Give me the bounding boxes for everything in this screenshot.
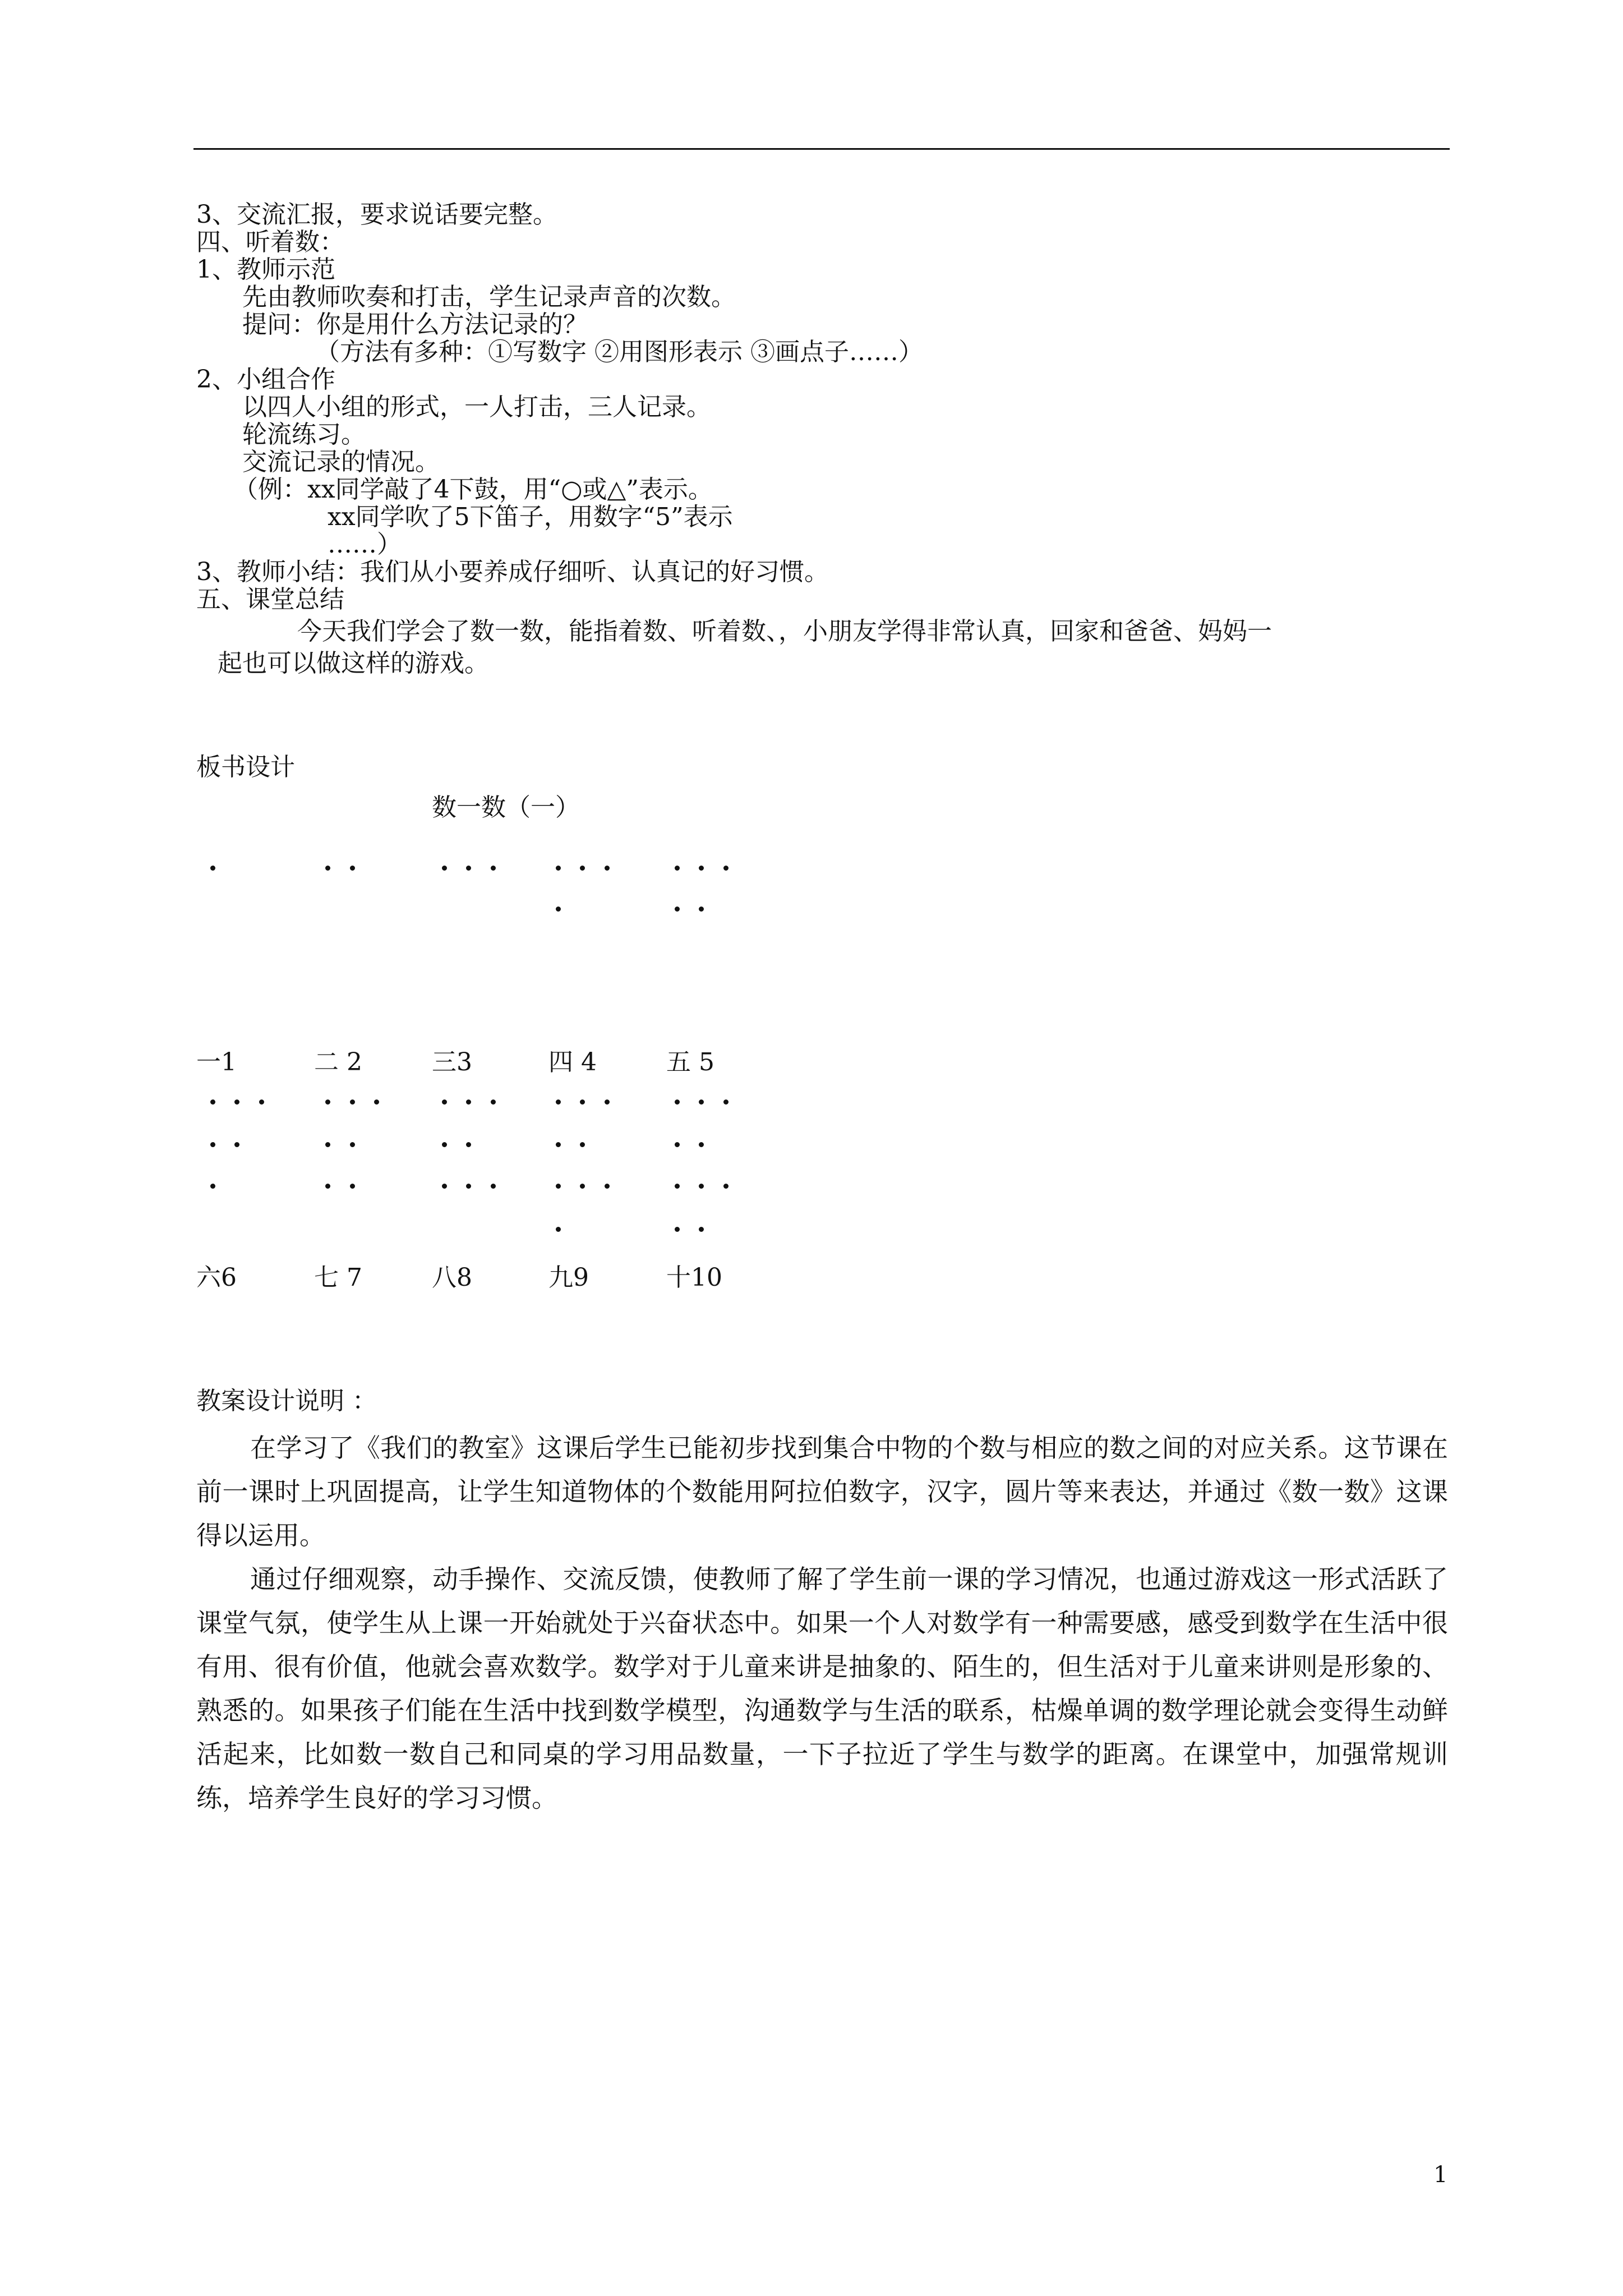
board-title: 数一数（一） [432,793,580,822]
label-two: 二 2 [314,1048,362,1076]
dot [210,866,215,871]
label-four: 四 4 [548,1048,597,1076]
board-heading: 板书设计 [196,753,295,781]
dot [580,1099,585,1105]
dot [442,1184,447,1189]
explanation-heading: 教案设计说明 ： [196,1387,377,1415]
step-1-teacher-demo: 1、教师示范 [196,255,335,284]
dot [374,1099,379,1105]
dot [675,1142,680,1147]
group-description: 以四人小组的形式，一人打击，三人记录。 [242,393,711,421]
dot [466,1142,471,1147]
dot [210,1142,215,1147]
example-ellipsis: ……） [328,530,402,559]
dot [350,1142,355,1147]
dot [350,1099,355,1105]
dot [580,1184,585,1189]
dot [675,866,680,871]
label-six: 六6 [196,1263,237,1292]
dot [491,866,496,871]
dot [675,1184,680,1189]
dot [491,1099,496,1105]
dot [723,866,728,871]
dot [556,1227,561,1232]
label-one: 一1 [196,1048,237,1076]
dot [210,1099,215,1105]
label-five: 五 5 [666,1048,714,1076]
dot [699,1227,704,1232]
explanation-body [196,1426,1448,1820]
summary-line-1: 今天我们学会了数一数，能指着数、听着数、，小朋友学得非常认真，回家和爸爸、妈妈一 [297,617,1272,646]
step-2-group-work: 2、小组合作 [196,365,335,394]
dot [605,1099,610,1105]
summary-line-2: 起也可以做这样的游戏。 [218,649,489,678]
dot [580,866,585,871]
dot [234,1142,239,1147]
dot [675,907,680,912]
section-4-heading: 四、听着数： [196,228,344,256]
dot [699,1184,704,1189]
step-3-report: 3、交流汇报，要求说话要完整。 [196,200,557,229]
step-3-summary: 3、教师小结：我们从小要养成仔细听、认真记的好习惯。 [196,558,829,586]
label-three: 三3 [432,1048,472,1076]
dot [580,1142,585,1147]
methods-line: （方法有多种：①写数字 ②用图形表示 ③画点子……） [315,338,923,366]
explanation-paragraph-1: 在学习了《我们的教室》这课后学生已能初步找到集合中物的个数与相应的数之间的对应关系。这节课在前一课时上巩固提高，让学生知道物体的个数能用阿拉伯数字，汉字，圆片等来表达，并通过《数一数》这课得以运用。 [196,1433,1448,1550]
dot [234,1099,239,1105]
dot [556,866,561,871]
dot [466,866,471,871]
dot [675,1227,680,1232]
demo-description: 先由教师吹奏和打击，学生记录声音的次数。 [242,283,736,311]
page-number: 1 [1433,2162,1448,2188]
dot [259,1099,264,1105]
dot [699,907,704,912]
dot [723,1099,728,1105]
dot [442,866,447,871]
label-seven: 七 7 [314,1263,362,1292]
dot [556,1099,561,1105]
dot [605,866,610,871]
dot [556,907,561,912]
dot [491,1184,496,1189]
take-turns-line: 轮流练习。 [242,420,366,449]
dot [466,1099,471,1105]
label-nine: 九9 [548,1263,589,1292]
label-eight: 八8 [432,1263,472,1292]
label-ten: 十10 [666,1263,722,1292]
share-records-line: 交流记录的情况。 [242,448,440,476]
dot [723,1184,728,1189]
dot [350,866,355,871]
dot [605,1184,610,1189]
dot [442,1099,447,1105]
example-line-2: xx同学吹了5下笛子，用数字“5”表示 [328,503,733,531]
dot [466,1184,471,1189]
dot [210,1184,215,1189]
dot [350,1184,355,1189]
dot [325,866,330,871]
dot [325,1142,330,1147]
dot [699,1099,704,1105]
dot [556,1142,561,1147]
header-rule [193,148,1450,150]
example-line-1: （例：xx同学敲了4下鼓，用“○或△”表示。 [233,475,713,504]
question-line: 提问：你是用什么方法记录的？ [242,310,588,339]
dot [699,866,704,871]
dot [325,1184,330,1189]
dot [442,1142,447,1147]
section-5-heading: 五、课堂总结 [196,585,344,614]
explanation-paragraph-2: 通过仔细观察，动手操作、交流反馈，使教师了解了学生前一课的学习情况，也通过游戏这一形式活跃了课堂气氛，使学生从上课一开始就处于兴奋状态中。如果一个人对数学有一种需要感，感受到数学在生活中很有用、很有价值，他就会喜欢数学。数学对于儿童来讲是抽象的、陌生的，但生活对于儿童来讲则是形象的、熟悉的。如果孩子们能在生活中找到数学模型，沟通数学与生活的联系，枯燥单调的数学理论就会变得生动鲜活起来，比如数一数自己和同桌的学习用品数量，一下子拉近了学生与数学的距离。在课堂中，加强常规训练，培养学生良好的学习习惯。 [196,1564,1448,1813]
dot [556,1184,561,1189]
dot [699,1142,704,1147]
dot [675,1099,680,1105]
dot [325,1099,330,1105]
